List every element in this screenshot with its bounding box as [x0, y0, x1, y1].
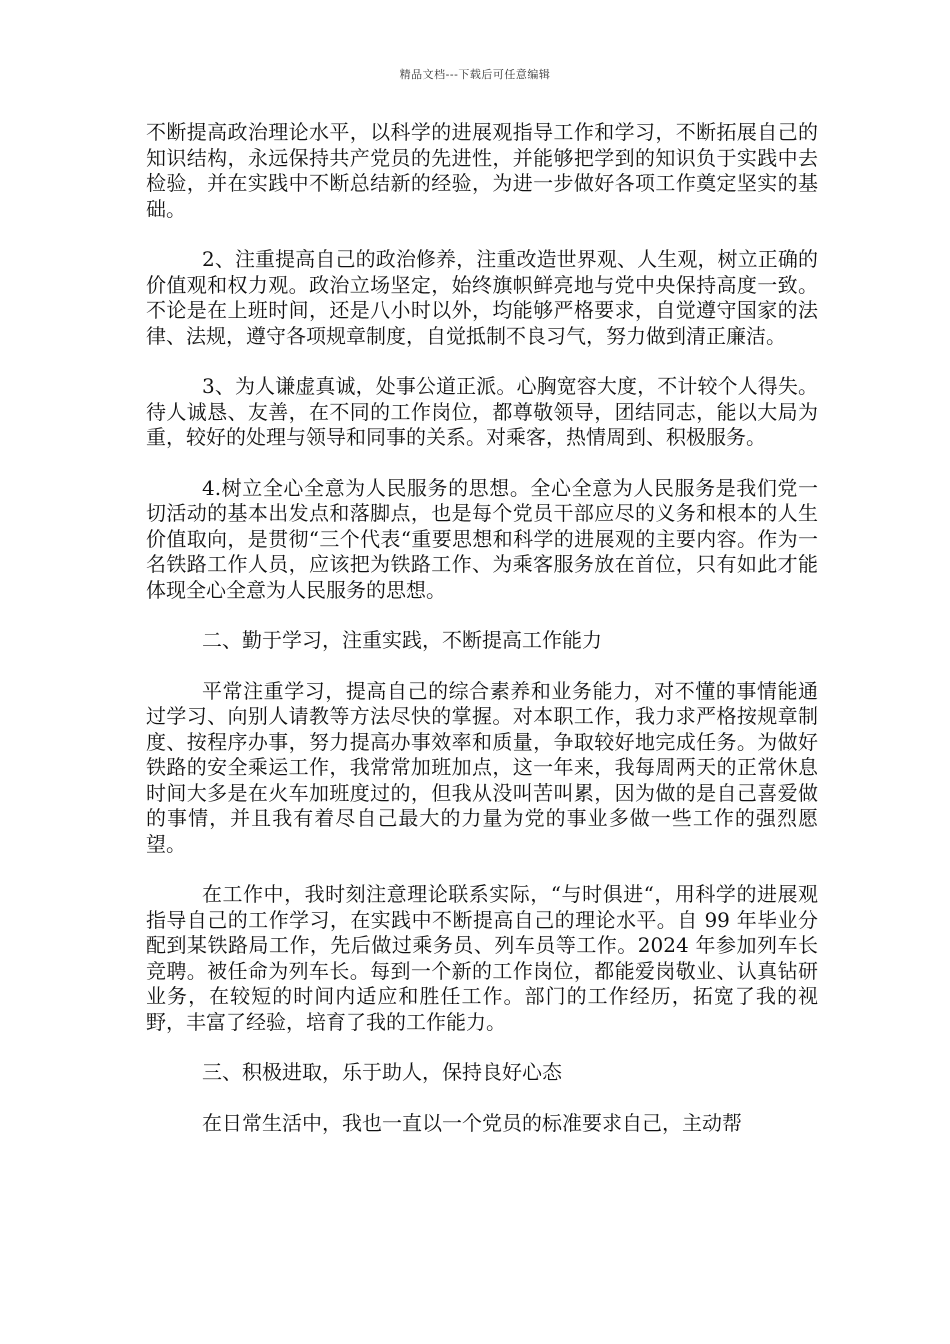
- section-heading-2: 二、勤于学习，注重实践，不断提高工作能力: [202, 628, 602, 652]
- paragraph-6: 在工作中，我时刻注意理论联系实际，“与时俱进“，用科学的进展观指导自己的工作学习，在实践中不断提高自己的理论水平。自 99 年毕业分配到某铁路局工作，先后做过乘务员、列车员等工作。2024 年参加列车长竞聘。被任命为列车长。每到一个新的工作岗位，都能爱岗敬业、认真钻研业务，在较短的时间内适应和胜任工作。部门的工作经历，拓宽了我的视野，丰富了经验，培育了我的工作能力。: [146, 882, 818, 1034]
- document-body: [146, 120, 818, 1161]
- paragraph-3: 3、为人谦虚真诚，处事公道正派。心胸宽容大度，不计较个人得失。待人诚恳、友善，在不同的工作岗位，都尊敬领导，团结同志，能以大局为重，较好的处理与领导和同事的关系。对乘客，热情周到、积极服务。: [146, 374, 818, 449]
- paragraph-4: 4.树立全心全意为人民服务的思想。全心全意为人民服务是我们党一切活动的基本出发点和落脚点，也是每个党员干部应尽的义务和根本的人生价值取向，是贯彻“三个代表“重要思想和科学的进展观的主要内容。作为一名铁路工作人员，应该把为铁路工作、为乘客服务放在首位，只有如此才能体现全心全意为人民服务的思想。: [146, 475, 818, 602]
- paragraph-5: 平常注重学习，提高自己的综合素养和业务能力，对不懂的事情能通过学习、向别人请教等方法尽快的掌握。对本职工作，我力求严格按规章制度、按程序办事，努力提高办事效率和质量，争取较好地完成任务。为做好铁路的安全乘运工作，我常常加班加点，这一年来，我每周两天的正常休息时间大多是在火车加班度过的，但我从没叫苦叫累，因为做的是自己喜爱做的事情，并且我有着尽自己最大的力量为党的事业多做一些工作的强烈愿望。: [146, 678, 818, 856]
- paragraph-7: 在日常生活中，我也一直以一个党员的标准要求自己，主动帮: [202, 1110, 742, 1135]
- paragraph-1: 不断提高政治理论水平，以科学的进展观指导工作和学习，不断拓展自己的知识结构，永远保持共产党员的先进性，并能够把学到的知识负于实践中去检验，并在实践中不断总结新的经验，为进一步做好各项工作奠定坚实的基础。: [146, 120, 818, 221]
- section-heading-3: 三、积极进取，乐于助人，保持良好心态: [202, 1060, 562, 1084]
- paragraph-2: 2、注重提高自己的政治修养，注重改造世界观、人生观，树立正确的价值观和权力观。政治立场坚定，始终旗帜鲜亮地与党中央保持高度一致。不论是在上班时间，还是八小时以外，均能够严格要求，自觉遵守国家的法律、法规，遵守各项规章制度，自觉抵制不良习气，努力做到清正廉洁。: [146, 247, 818, 348]
- page-header: 精品文档---下载后可任意编辑: [399, 68, 551, 81]
